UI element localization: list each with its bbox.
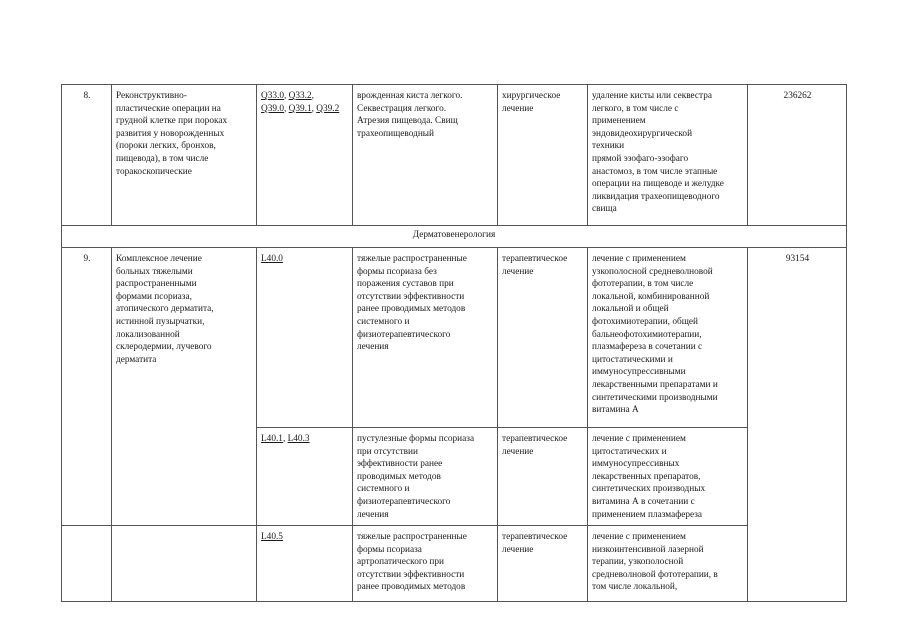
icd-code-link[interactable]: Q39.1 [288,103,312,114]
icd-codes-cell: Q33.0, Q33.2, Q39.0, Q39.1, Q39.2 [257,85,353,226]
treatment-method-cell: лечение с применением цитостатических и иммуносупрессивных лекарственных препаратов, синтетических производных витамина А в сочетании с применением плазмафереза [588,428,748,526]
icd-code-link[interactable]: L40.1 [261,434,283,444]
treatment-method-cell: лечение с применением узкополосной средневолновой фототерапии, в том числе локальной, комбинированной локальной и общей фотохимиотерапии, общей бальнеофотохимиотерапии, плазмафереза в сочетании с цитостатическими и иммуносупрессивными лекарственными препаратами и синтетическими производными витамина А [588,248,748,428]
care-type-cell: Комплексное лечение больных тяжелыми распространенными формами псориаза, атопического дерматита, истинной пузырчатки, локализованной склеродермии, лучевого дерматита [112,248,257,526]
care-type-cell: Реконструктивно- пластические операции на грудной клетке при пороках развития у новорожденных (пороки легких, бронхов, пищевода), в том числе торакоскопические [112,85,257,226]
icd-code-link[interactable]: Q39.0 [261,103,284,114]
section-header-row [62,226,847,248]
patient-model-cell: тяжелые распространенные формы псориаза артропатического при отсутствии эффективности ранее проводимых методов [353,526,498,602]
row-number [62,526,112,602]
treatment-method-cell: лечение с применением низкоинтенсивной лазерной терапии, узкополосной средневолновой фототерапии, в том числе локальной, [588,526,748,602]
icd-code-link[interactable]: Q33.0 [261,91,284,101]
patient-model-cell: пустулезные формы псориаза при отсутствии эффективности ранее проводимых методов системного и физиотерапевтического лечения [353,428,498,526]
treatment-type-cell: хирургическое лечение [498,85,588,226]
treatment-type-cell: терапевтическое лечение [498,428,588,526]
treatment-type-cell: терапевтическое лечение [498,248,588,428]
patient-model-cell: тяжелые распространенные формы псориаза без поражения суставов при отсутствии эффективности ранее проводимых методов системного и физиотерапевтического лечения [353,248,498,428]
icd-code-link[interactable]: L40.5 [261,532,283,542]
treatment-type-cell: терапевтическое лечение [498,526,588,602]
icd-codes-cell [257,526,353,602]
row-number: 8. [62,85,112,226]
table-subrow [62,526,847,602]
care-type-cell [112,526,257,602]
icd-codes-cell: L40.1, L40.3 [257,428,353,526]
standard-cost-cell: 236262 [748,85,847,226]
icd-code-link[interactable]: L40.0 [261,254,283,264]
section-title: Дерматовенерология [62,226,847,248]
standard-cost-cell: 93154 [748,248,847,602]
icd-code-link[interactable]: Q39.2 [316,103,340,114]
icd-code-link[interactable]: L40.3 [287,434,310,444]
icd-code-link[interactable]: Q33.2 [288,91,312,101]
table-row-9 [62,248,847,428]
table-row-8 [62,85,847,226]
row-number: 9. [62,248,112,526]
treatment-method-cell: удаление кисты или секвестра легкого, в том числе с применением эндовидеохирургической техники прямой эзофаго-эзофаго анастомоз, в том числе этапные операции на пищеводе и желудке ликвидация трахеопищеводного свища [588,85,748,226]
services-table [61,84,847,602]
icd-codes-cell [257,248,353,428]
patient-model-cell: врожденная киста легкого. Секвестрация легкого. Атрезия пищевода. Свищ трахеопищеводный [353,85,498,226]
